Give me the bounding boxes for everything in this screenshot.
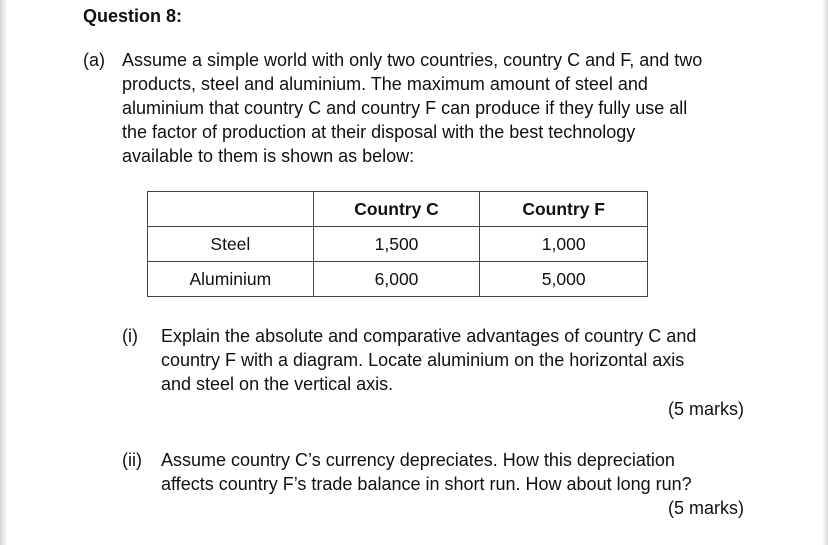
sub-question-i-text: Explain the absolute and comparative advantages of country C and country F with a diagram. Locate aluminium on the horizontal axis and steel on the vertical axis. (161, 326, 697, 394)
page-edge-left (0, 0, 8, 545)
sub-question-ii-text: Assume country C’s currency depreciates. How this depreciation affects country F’s trade balance in short run. How about long run? (161, 450, 692, 494)
production-table (147, 191, 648, 297)
table-row (148, 227, 648, 262)
sub-question-i-marks: (5 marks) (668, 399, 744, 419)
table-header-row (148, 192, 648, 227)
row-label-steel: Steel (148, 227, 314, 262)
table-header-country-f: Country F (480, 192, 648, 227)
table-header-country-c: Country C (313, 192, 480, 227)
cell-steel-country-c: 1,500 (313, 227, 480, 262)
table-header-empty (148, 192, 314, 227)
table-row (148, 262, 648, 297)
part-a-label: (a) (83, 50, 105, 70)
cell-steel-country-f: 1,000 (480, 227, 648, 262)
question-heading: Question 8: (83, 6, 183, 26)
sub-question-ii-marks: (5 marks) (668, 498, 744, 518)
page-edge-right (822, 0, 828, 545)
cell-aluminium-country-c: 6,000 (313, 262, 480, 297)
row-label-aluminium: Aluminium (148, 262, 314, 297)
cell-aluminium-country-f: 5,000 (480, 262, 648, 297)
sub-question-ii-label: (ii) (122, 450, 142, 470)
sub-question-i-label: (i) (122, 326, 138, 346)
part-a-intro: Assume a simple world with only two countries, country C and F, and two products, steel and aluminium. The maximum amount of steel and aluminium that country C and country F can produce if they fully use all the factor of production at their disposal with the best technology available to them is shown as below: (122, 50, 703, 166)
